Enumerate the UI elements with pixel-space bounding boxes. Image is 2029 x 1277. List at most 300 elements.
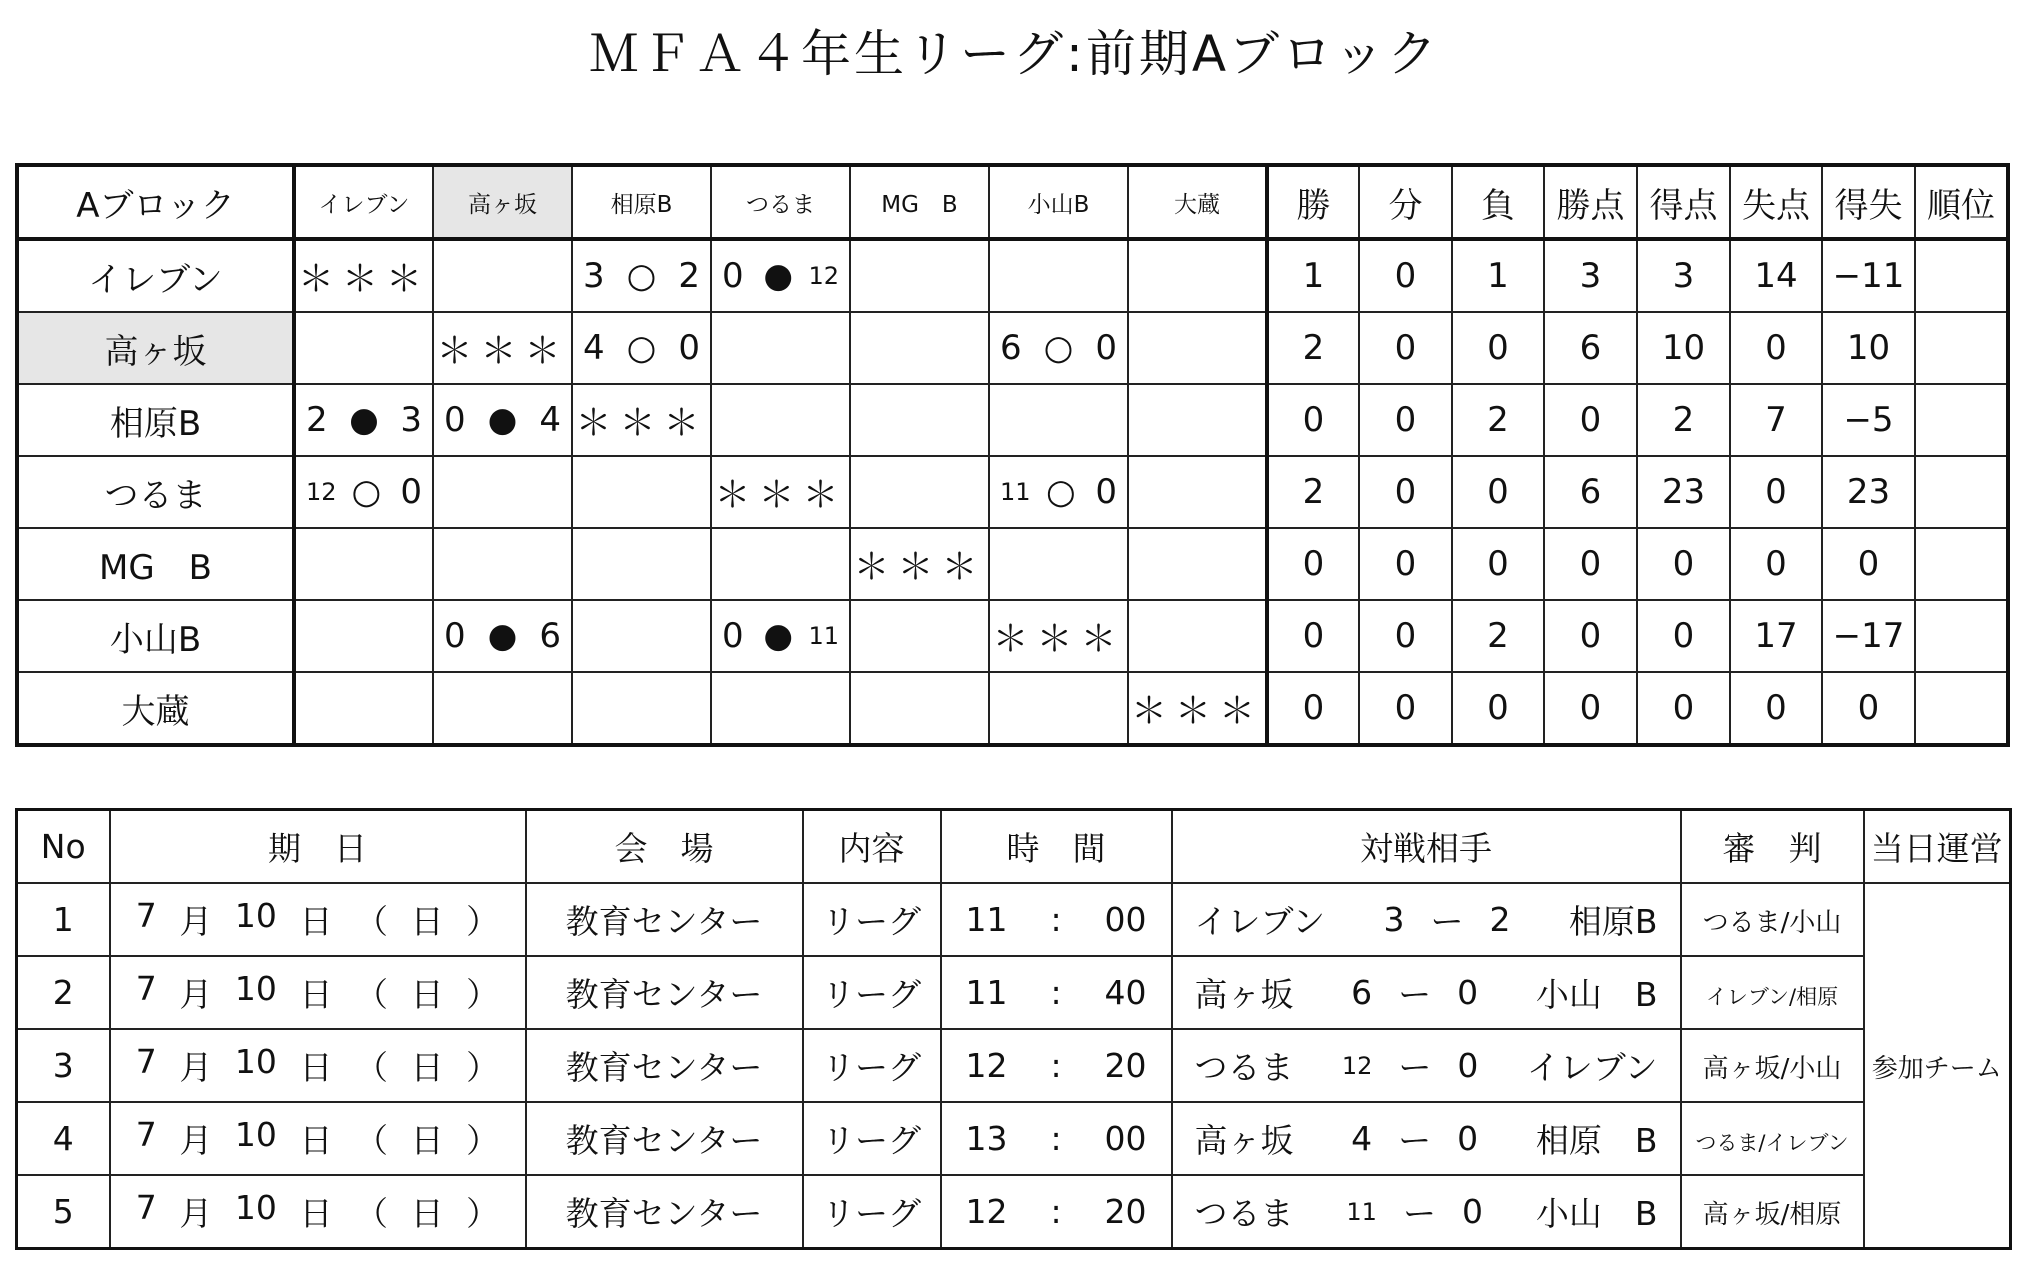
home-team: つるま (1194, 1048, 1294, 1087)
date-part: 月 (179, 1121, 213, 1160)
date-part: 10 (234, 1115, 277, 1154)
home-team: イレブン (1194, 902, 1326, 941)
home-score: 3 (1383, 900, 1405, 939)
result-cell (989, 672, 1128, 745)
time-part: 40 (1104, 973, 1147, 1012)
match-date (111, 969, 525, 1016)
result-cell (572, 528, 711, 600)
match-number-cell (17, 1029, 110, 1102)
header-referee: 審 判 (1722, 829, 1822, 868)
stat-cell (1452, 384, 1544, 456)
referee-teams: 高ヶ坂/小山 (1702, 1054, 1842, 1084)
date-part: ） (466, 902, 500, 941)
stat-cell (1452, 672, 1544, 745)
stat-value: 0 (1487, 472, 1509, 512)
stat-cell (1544, 672, 1637, 745)
result-cell (850, 239, 989, 312)
result-cell (850, 456, 989, 528)
stat-value: 0 (1672, 544, 1695, 584)
result-cell (711, 600, 850, 672)
stat-cell (1730, 600, 1822, 672)
time-cell (941, 1102, 1172, 1175)
result-opp-score: 12 (808, 262, 839, 290)
result-own-score: 0 (444, 400, 466, 440)
result-cell (433, 312, 572, 384)
duty-teams: 参加チーム (1871, 1054, 2002, 1084)
stat-value: 23 (1846, 472, 1891, 512)
venue: 教育センター (565, 975, 763, 1014)
result-cell (433, 600, 572, 672)
header-team-name: 大蔵 (1174, 191, 1220, 218)
kickoff-time (942, 1192, 1171, 1231)
stat-header: 勝 (1296, 185, 1331, 226)
result-own-score: 2 (306, 400, 328, 440)
result-cell (294, 384, 433, 456)
home-score: 11 (1346, 1197, 1377, 1226)
stat-cell (1730, 672, 1822, 745)
result-cell (433, 384, 572, 456)
match-date (111, 1115, 525, 1162)
team-name-cell (17, 239, 294, 312)
header-venue-cell (526, 810, 803, 884)
header-date: 期 日 (268, 829, 367, 868)
stat-value: 0 (1765, 328, 1787, 368)
result-cell (1128, 384, 1267, 456)
header-stat-cell (1544, 165, 1637, 239)
result-cell (1128, 239, 1267, 312)
header-team-name: 相原B (610, 191, 673, 218)
stat-value: 2 (1302, 328, 1325, 368)
stat-header: 得点 (1649, 185, 1718, 226)
date-part: （ (355, 1048, 389, 1087)
time-cell (941, 956, 1172, 1029)
result-opp-score: 2 (678, 256, 700, 296)
stat-value: 0 (1394, 472, 1417, 512)
win-loss-mark: ○ (626, 328, 657, 368)
header-duty: 当日運営 (1870, 829, 2003, 868)
date-part: （ (355, 975, 389, 1014)
time-cell (941, 883, 1172, 956)
stat-cell (1267, 456, 1359, 528)
result-cell (711, 312, 850, 384)
stat-value: 2 (1672, 400, 1695, 440)
stat-value: 0 (1302, 400, 1325, 440)
win-loss-mark: ○ (351, 472, 382, 512)
date-part: ） (466, 1048, 500, 1087)
result-cell (572, 456, 711, 528)
team-name: 相原B (109, 403, 202, 444)
stat-cell (1730, 312, 1822, 384)
venue-cell (526, 883, 803, 956)
match-type: リーグ (822, 902, 921, 941)
header-date-cell (110, 810, 526, 884)
content-cell (803, 1175, 941, 1249)
result-cell (294, 456, 433, 528)
league-row (17, 600, 2008, 672)
header-duty-cell (1864, 810, 2011, 884)
stat-value: 23 (1661, 472, 1706, 512)
referee-teams: つるま/小山 (1702, 908, 1842, 938)
league-row (17, 239, 2008, 312)
win-loss-mark: ● (487, 616, 518, 656)
team-name-cell (17, 672, 294, 745)
result-cell (989, 312, 1128, 384)
header-team-name: 高ヶ坂 (468, 191, 537, 218)
stat-value: 0 (1579, 616, 1602, 656)
team-name-cell (17, 600, 294, 672)
referee-teams: つるま/イレブン (1695, 1131, 1849, 1155)
result-cell (294, 312, 433, 384)
match-date (111, 1188, 525, 1235)
result-cell (294, 600, 433, 672)
stat-cell (1544, 456, 1637, 528)
stat-cell (1359, 239, 1452, 312)
header-stat-cell (1359, 165, 1452, 239)
date-part: 日 (410, 1048, 444, 1087)
date-part: 月 (179, 975, 213, 1014)
header-stat-cell (1730, 165, 1822, 239)
stat-value: 6 (1579, 328, 1602, 368)
stat-cell (1452, 528, 1544, 600)
result-cell (433, 528, 572, 600)
stat-value: 2 (1302, 472, 1325, 512)
team-name: 小山B (109, 619, 202, 660)
league-row (17, 672, 2008, 745)
stat-value: 10 (1846, 328, 1891, 368)
time-cell (941, 1029, 1172, 1102)
match-number-cell (17, 1102, 110, 1175)
result-cell (294, 528, 433, 600)
stat-value: 3 (1579, 256, 1602, 296)
result-cell (1128, 456, 1267, 528)
away-team: 相原B (1568, 902, 1658, 941)
header-team-cell (850, 165, 989, 239)
stat-value: 7 (1765, 400, 1787, 440)
match-number: 5 (52, 1192, 74, 1231)
result-cell (572, 312, 711, 384)
stat-value: −5 (1843, 400, 1894, 440)
date-part: （ (355, 1121, 389, 1160)
match-score (1346, 1188, 1483, 1235)
self-match-mark: ＊＊＊ (575, 402, 708, 444)
self-match-mark: ＊＊＊ (436, 330, 569, 372)
referee-cell (1681, 1102, 1864, 1175)
stat-cell (1452, 456, 1544, 528)
date-part: （ (355, 902, 389, 941)
away-team: 小山 B (1535, 1194, 1658, 1233)
stat-cell (1637, 456, 1730, 528)
result-own-score: 12 (306, 478, 337, 506)
result-opp-score: 3 (400, 400, 422, 440)
league-header-row (17, 165, 2008, 239)
date-part: 7 (135, 1042, 157, 1081)
stat-header: 勝点 (1556, 185, 1625, 226)
stat-cell (1267, 672, 1359, 745)
stat-value: −17 (1832, 616, 1905, 656)
result-cell (572, 239, 711, 312)
stat-value: −11 (1832, 256, 1905, 296)
stat-cell (1544, 239, 1637, 312)
match-number-cell (17, 956, 110, 1029)
match-date (111, 1042, 525, 1089)
result-cell (989, 456, 1128, 528)
self-match-mark: ＊＊＊ (853, 546, 986, 588)
stat-cell (1822, 528, 1915, 600)
result-cell (711, 384, 850, 456)
date-part: 10 (234, 1188, 277, 1227)
kickoff-time (942, 1046, 1171, 1085)
team-name-cell (17, 456, 294, 528)
result-cell (989, 528, 1128, 600)
time-part: 00 (1104, 900, 1147, 939)
league-standings-table (15, 163, 2010, 747)
stat-cell (1915, 384, 2008, 456)
win-loss-mark: ● (487, 400, 518, 440)
result-opp-score: 0 (400, 472, 422, 512)
league-row (17, 384, 2008, 456)
stat-value: 2 (1487, 616, 1509, 656)
date-part: 日 (410, 1121, 444, 1160)
date-part: 日 (299, 1048, 333, 1087)
result-cell (433, 456, 572, 528)
stat-cell (1359, 384, 1452, 456)
date-part: 日 (299, 1121, 333, 1160)
away-team: 小山 B (1535, 975, 1658, 1014)
schedule-row (17, 956, 2011, 1029)
stat-cell (1915, 312, 2008, 384)
header-stat-cell (1915, 165, 2008, 239)
team-name-cell (17, 384, 294, 456)
venue-cell (526, 1029, 803, 1102)
date-part: ） (466, 1121, 500, 1160)
referee-cell (1681, 883, 1864, 956)
result-cell (1128, 528, 1267, 600)
time-part: : (1050, 973, 1062, 1012)
result-opp-score: 11 (808, 622, 839, 650)
header-team-name: つるま (746, 191, 815, 218)
header-team-name: イレブン (318, 191, 410, 218)
match-result (296, 400, 432, 440)
date-part: ） (466, 1194, 500, 1233)
content-cell (803, 1029, 941, 1102)
result-cell (850, 384, 989, 456)
stat-value: 0 (1394, 328, 1417, 368)
stat-cell (1915, 672, 2008, 745)
stat-cell (1452, 239, 1544, 312)
date-part: ） (466, 975, 500, 1014)
stat-value: 3 (1672, 256, 1695, 296)
stat-cell (1267, 528, 1359, 600)
match-cell (1172, 883, 1681, 956)
date-part: 7 (135, 1115, 157, 1154)
match-result (990, 472, 1127, 512)
time-part: 00 (1104, 1119, 1147, 1158)
date-part: 月 (179, 902, 213, 941)
header-time: 時 間 (1006, 829, 1106, 868)
stat-header: 分 (1388, 185, 1423, 226)
venue: 教育センター (565, 1121, 763, 1160)
home-score: 4 (1351, 1119, 1373, 1158)
result-cell (850, 672, 989, 745)
date-cell (110, 956, 526, 1029)
stat-cell (1730, 456, 1822, 528)
result-cell (572, 600, 711, 672)
league-row (17, 456, 2008, 528)
referee-teams: イレブン/相原 (1705, 985, 1839, 1009)
stat-cell (1822, 239, 1915, 312)
result-cell (989, 600, 1128, 672)
date-part: （ (355, 1194, 389, 1233)
result-opp-score: 0 (1095, 472, 1117, 512)
stat-value: 10 (1661, 328, 1706, 368)
score-dash: ー (1402, 1194, 1436, 1233)
result-cell (433, 239, 572, 312)
stat-header: 順位 (1927, 185, 1995, 226)
stat-value: 0 (1487, 688, 1509, 728)
date-part: 日 (299, 975, 333, 1014)
away-score: 2 (1489, 900, 1511, 939)
self-match-mark: ＊＊＊ (297, 258, 430, 300)
stat-value: 14 (1754, 256, 1798, 296)
match-type: リーグ (822, 1121, 921, 1160)
stat-value: 0 (1394, 544, 1417, 584)
content-cell (803, 1102, 941, 1175)
content-cell (803, 956, 941, 1029)
schedule-row (17, 1175, 2011, 1249)
stat-cell (1544, 384, 1637, 456)
stat-cell (1267, 600, 1359, 672)
match-line (1173, 1188, 1680, 1235)
match-type: リーグ (822, 1194, 921, 1233)
stat-cell (1822, 672, 1915, 745)
header-team-cell (433, 165, 572, 239)
match-number: 2 (52, 973, 74, 1012)
result-cell (711, 528, 850, 600)
stat-value: 2 (1487, 400, 1509, 440)
header-team-cell (294, 165, 433, 239)
stat-value: 6 (1579, 472, 1602, 512)
stat-cell (1915, 528, 2008, 600)
home-score: 6 (1351, 973, 1373, 1012)
result-cell (989, 239, 1128, 312)
win-loss-mark: ● (763, 616, 794, 656)
venue: 教育センター (565, 1194, 763, 1233)
stat-cell (1637, 239, 1730, 312)
duty-cell (1864, 883, 2011, 1249)
result-own-score: 0 (722, 256, 744, 296)
match-result (296, 472, 432, 512)
block-label: Aブロック (76, 185, 235, 226)
match-schedule-table (15, 808, 2012, 1250)
date-part: 7 (135, 896, 157, 935)
match-line (1173, 969, 1680, 1016)
match-result (712, 256, 849, 296)
match-type: リーグ (822, 1048, 921, 1087)
score-dash: ー (1430, 902, 1464, 941)
team-name: つるま (104, 475, 207, 516)
result-cell (989, 384, 1128, 456)
stat-cell (1822, 600, 1915, 672)
stat-value: 0 (1672, 688, 1695, 728)
stat-value: 0 (1672, 616, 1695, 656)
result-opp-score: 0 (678, 328, 700, 368)
stat-value: 0 (1302, 688, 1325, 728)
result-cell (294, 239, 433, 312)
stat-cell (1915, 456, 2008, 528)
time-part: 11 (965, 973, 1008, 1012)
team-name-cell (17, 528, 294, 600)
referee-cell (1681, 1175, 1864, 1249)
stat-value: 0 (1394, 400, 1417, 440)
stat-value: 17 (1754, 616, 1798, 656)
block-label-cell (17, 165, 294, 239)
self-match-mark: ＊＊＊ (714, 474, 847, 516)
header-match: 対戦相手 (1360, 829, 1492, 868)
result-cell (850, 600, 989, 672)
date-cell (110, 883, 526, 956)
score-dash: ー (1398, 1121, 1432, 1160)
header-team-cell (989, 165, 1128, 239)
match-date (111, 896, 525, 943)
stat-cell (1359, 528, 1452, 600)
match-result (434, 616, 571, 656)
team-name: MG B (98, 547, 212, 588)
match-cell (1172, 1175, 1681, 1249)
stat-cell (1915, 239, 2008, 312)
stat-header: 失点 (1742, 185, 1810, 226)
stat-value: 0 (1302, 616, 1325, 656)
stat-cell (1730, 384, 1822, 456)
result-own-score: 4 (583, 328, 605, 368)
time-part: 12 (965, 1192, 1008, 1231)
league-row (17, 528, 2008, 600)
stat-value: 0 (1579, 544, 1602, 584)
header-team-cell (1128, 165, 1267, 239)
win-loss-mark: ○ (626, 256, 657, 296)
stat-value: 0 (1487, 328, 1509, 368)
stat-cell (1637, 528, 1730, 600)
schedule-row (17, 883, 2011, 956)
time-part: 20 (1104, 1046, 1147, 1085)
header-stat-cell (1267, 165, 1359, 239)
stat-cell (1359, 312, 1452, 384)
stat-value: 1 (1302, 256, 1325, 296)
team-name: 高ヶ坂 (104, 331, 207, 372)
result-cell (711, 672, 850, 745)
date-part: 日 (299, 902, 333, 941)
stat-cell (1730, 239, 1822, 312)
header-team-cell (711, 165, 850, 239)
match-result (990, 328, 1127, 368)
venue-cell (526, 956, 803, 1029)
page-title: ＭＦＡ４年生リーグ:前期Aブロック (588, 25, 1441, 83)
stat-cell (1637, 384, 1730, 456)
date-part: 10 (234, 1042, 277, 1081)
venue-cell (526, 1102, 803, 1175)
header-venue: 会 場 (614, 829, 714, 868)
result-cell (1128, 312, 1267, 384)
referee-cell (1681, 1029, 1864, 1102)
stat-value: 0 (1394, 688, 1417, 728)
match-result (573, 328, 710, 368)
stat-cell (1637, 672, 1730, 745)
venue-cell (526, 1175, 803, 1249)
stat-value: 0 (1765, 472, 1787, 512)
time-part: 11 (965, 900, 1008, 939)
referee-cell (1681, 956, 1864, 1029)
result-cell (711, 239, 850, 312)
stat-cell (1267, 384, 1359, 456)
